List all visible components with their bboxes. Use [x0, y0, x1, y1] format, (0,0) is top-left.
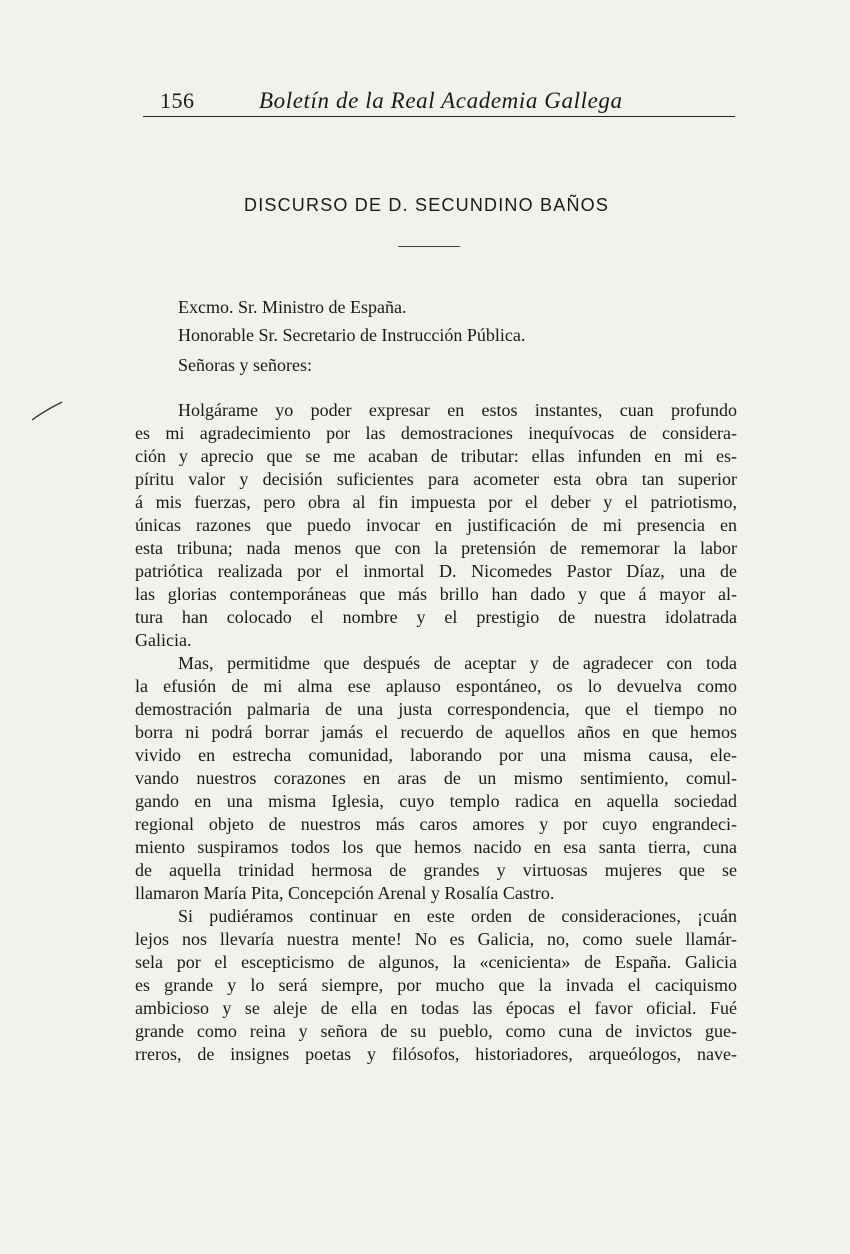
- paragraph-line: llamaron María Pita, Concepción Arenal y Rosalía Castro.: [135, 883, 555, 903]
- title-divider: [398, 246, 460, 247]
- paragraph-line: grande como reina y señora de su pueblo, como cuna de invictos gue-: [135, 1021, 737, 1041]
- salutation-line: Honorable Sr. Secretario de Instrucción Pública.: [178, 325, 526, 345]
- paragraph-line: de aquella trinidad hermosa de grandes y virtuosas mujeres que se: [135, 860, 737, 880]
- paragraph-line: borra ni podrá borrar jamás el recuerdo de aquellos años en que hemos: [135, 722, 737, 742]
- paragraph-line: Mas, permitidme que después de aceptar y de agradecer con toda: [178, 653, 737, 673]
- salutation-line: Excmo. Sr. Ministro de España.: [178, 297, 407, 317]
- paragraph-line: tura han colocado el nombre y el prestigio de nuestra idolatrada: [135, 607, 737, 627]
- paragraph-line: vando nuestros corazones en aras de un mismo sentimiento, comul-: [135, 768, 737, 788]
- paragraph-line: únicas razones que puedo invocar en justificación de mi presencia en: [135, 515, 737, 535]
- salutation-line: Señoras y señores:: [178, 355, 312, 375]
- paragraph-line: demostración palmaria de una justa correspondencia, que el tiempo no: [135, 699, 737, 719]
- paragraph-line: ambicioso y se aleje de ella en todas las épocas el favor oficial. Fué: [135, 998, 737, 1018]
- paragraph-line: Galicia.: [135, 630, 192, 650]
- paragraph-line: la efusión de mi alma ese aplauso espontáneo, os lo devuelva como: [135, 676, 737, 696]
- paragraph-line: es grande y lo será siempre, por mucho que la invada el caciquismo: [135, 975, 737, 995]
- paragraph-line: regional objeto de nuestros más caros amores y por cuyo engrandeci-: [135, 814, 737, 834]
- paragraph-line: sela por el escepticismo de algunos, la «cenicienta» de España. Galicia: [135, 952, 737, 972]
- paragraph-line: esta tribuna; nada menos que con la pretensión de rememorar la labor: [135, 538, 737, 558]
- paragraph-line: píritu valor y decisión suficientes para acometer esta obra tan superior: [135, 469, 737, 489]
- paragraph-line: gando en una misma Iglesia, cuyo templo radica en aquella sociedad: [135, 791, 737, 811]
- paragraph-line: es mi agradecimiento por las demostraciones inequívocas de considera-: [135, 423, 737, 443]
- margin-pen-mark: [30, 400, 64, 422]
- paragraph-line: lejos nos llevaría nuestra mente! No es Galicia, no, como suele llamár-: [135, 929, 737, 949]
- paragraph-line: ción y aprecio que se me acaban de tributar: ellas infunden en mi es-: [135, 446, 737, 466]
- paragraph-line: vivido en estrecha comunidad, laborando por una misma causa, ele-: [135, 745, 737, 765]
- page-header: [143, 84, 735, 117]
- paragraph-line: Si pudiéramos continuar en este orden de consideraciones, ¡cuán: [178, 906, 737, 926]
- running-title: Boletín de la Real Academia Gallega: [259, 88, 623, 113]
- article-title: DISCURSO DE D. SECUNDINO BAÑOS: [244, 195, 610, 215]
- paragraph-line: las glorias contemporáneas que más brillo han dado y que á mayor al-: [135, 584, 737, 604]
- paragraph-line: á mis fuerzas, pero obra al fin impuesta por el deber y el patriotismo,: [135, 492, 737, 512]
- paragraph-line: miento suspiramos todos los que hemos nacido en esa santa tierra, cuna: [135, 837, 737, 857]
- paragraph-line: patriótica realizada por el inmortal D. Nicomedes Pastor Díaz, una de: [135, 561, 737, 581]
- paragraph-line: Holgárame yo poder expresar en estos instantes, cuan profundo: [178, 400, 737, 420]
- paragraph-line: rreros, de insignes poetas y filósofos, historiadores, arqueólogos, nave-: [135, 1044, 737, 1064]
- page-number: 156: [160, 88, 195, 113]
